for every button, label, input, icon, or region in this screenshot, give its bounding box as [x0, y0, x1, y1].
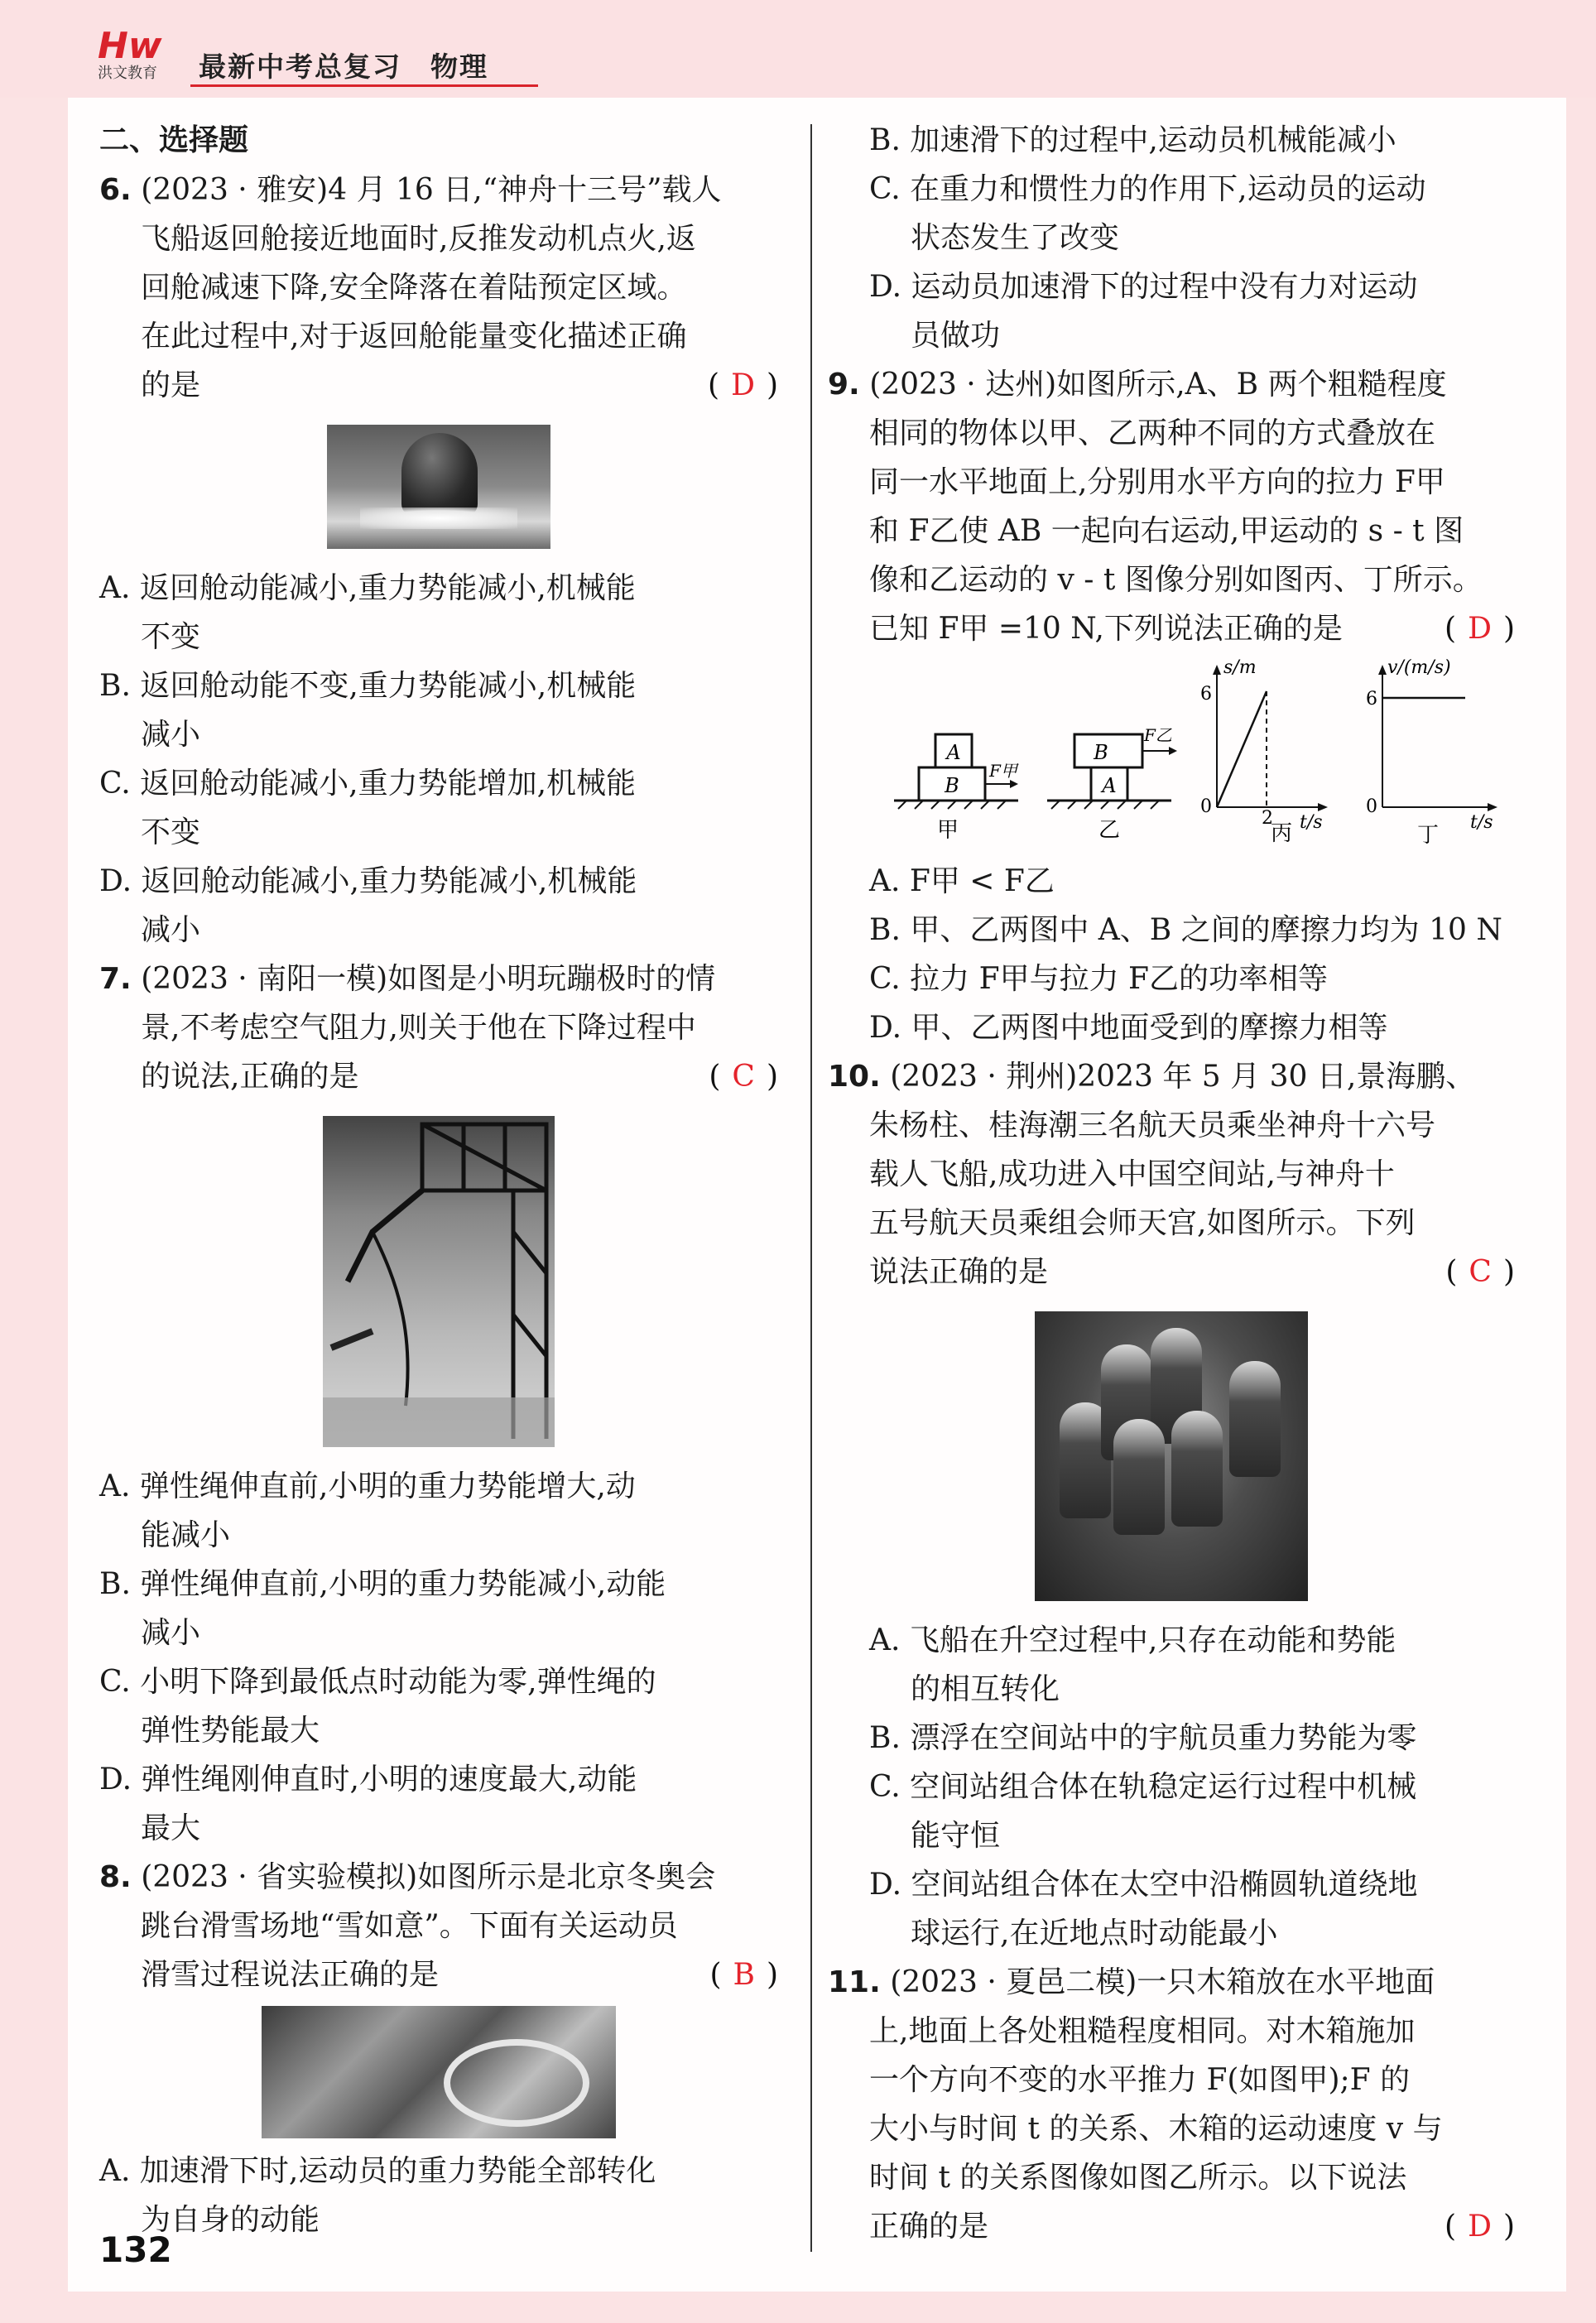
question-number: 11.	[828, 1965, 881, 1999]
answer-value: B	[733, 1958, 755, 1992]
q9-figure-svg	[828, 658, 1515, 857]
question-10: 10. (2023 · 荆州)2023 年 5 月 30 日,景海鹏、 朱杨柱、桂海潮三名航天员乘坐神舟十六号 载人飞船,成功进入中国空间站,与神舟十 五号航天员乘组会师天宫,如图所示。下列 说法正确的是 ( C ) A. 飞船在升空过程中,只存在动能和势能 的相互转化 B. 漂浮在空间站中的宇航员重力势能为零 C. 空间站组合体在轨稳定运行过程中机械 能守恒 D. 空间站组合体在太空中沿椭圆轨道绕地 球运行,在近地点时动能最小	[828, 1060, 1515, 1950]
option-a: A. 返回舱动能减小,重力势能减小,机械能	[99, 571, 636, 605]
q9-figures	[828, 658, 1515, 857]
option-b: B. 返回舱动能不变,重力势能减小,机械能	[99, 669, 637, 703]
option-c: C. 拉力 F甲与拉力 F乙的功率相等	[869, 962, 1328, 996]
option-b: B. 弹性绳伸直前,小明的重力势能减小,动能	[99, 1567, 666, 1601]
answer-value: D	[1468, 2210, 1492, 2244]
answer-value: D	[731, 368, 755, 402]
svg-text:6: 6	[1200, 684, 1212, 705]
question-9: 9. (2023 · 达州)如图所示,A、B 两个粗糙程度 相同的物体以甲、乙两种不同的方式叠放在 同一水平地面上,分别用水平方向的拉力 F甲 和 F乙使 AB 一起向右运动,甲运动的 s - t 图 像和乙运动的 v - t 图像分别如图丙、丁所示。 已知 F甲 =10 N,下列说法正确的是 ( D ) B A F甲 甲 A B F乙 乙 s/m 6 0 2 t/s 丙 v/(m/s) 6 0 t/s 丁 A. F甲 < F乙 B. 甲、乙两图中 A、B 之间的摩擦力均为 10 N C. 拉力 F甲与拉力 F乙的功率相等 D. 甲、乙两图中地面受到的摩擦力相等	[828, 360, 1515, 1052]
figure-yi	[1047, 725, 1177, 843]
astronaut-figure	[1113, 1419, 1165, 1535]
question-number: 7.	[99, 962, 132, 996]
svg-text:丙: 丙	[1271, 821, 1293, 846]
option-a: A. 弹性绳伸直前,小明的重力势能增大,动	[99, 1469, 636, 1503]
svg-text:甲: 甲	[936, 818, 959, 843]
svg-text:v/(m/s): v/(m/s)	[1387, 658, 1451, 678]
answer-bracket: ( C )	[709, 1060, 778, 1094]
option-d: D. 空间站组合体在太空中沿椭圆轨道绕地	[869, 1868, 1418, 1902]
question-number: 8.	[99, 1860, 132, 1894]
capsule-shape	[401, 433, 478, 516]
astronaut-figure	[1229, 1361, 1281, 1477]
option-a: A. F甲 < F乙	[869, 864, 1055, 898]
question-number: 9.	[828, 368, 860, 402]
svg-text:0: 0	[1200, 796, 1212, 817]
option-d: D. 返回舱动能减小,重力势能减小,机械能	[99, 864, 637, 898]
astronaut-photo	[1035, 1311, 1308, 1601]
brand-logo: Hw 洪文教育	[98, 25, 162, 82]
svg-text:F乙: F乙	[1144, 725, 1172, 745]
answer-value: D	[1468, 612, 1492, 646]
option-b: B. 甲、乙两图中 A、B 之间的摩擦力均为 10 N	[869, 913, 1502, 947]
right-column	[828, 116, 1515, 2251]
question-8: 8. (2023 · 省实验模拟)如图所示是北京冬奥会 跳台滑雪场地“雪如意”。下面有关运动员 滑雪过程说法正确的是 ( B ) A. 加速滑下时,运动员的重力势能全部转化 为自身的动能	[99, 1860, 778, 2237]
jumper-figure	[331, 1331, 373, 1348]
option-b: B. 加速滑下的过程中,运动员机械能减小	[869, 123, 1396, 157]
option-a: A. 加速滑下时,运动员的重力势能全部转化	[99, 2154, 656, 2188]
answer-value: C	[1469, 1255, 1492, 1289]
svg-text:s/m: s/m	[1223, 658, 1257, 678]
question-8-continued: B. 加速滑下的过程中,运动员机械能减小 C. 在重力和惯性力的作用下,运动员的运动 状态发生了改变 D. 运动员加速滑下的过程中没有力对运动 员做功	[828, 116, 1515, 360]
option-d: D. 甲、乙两图中地面受到的摩擦力相等	[869, 1011, 1388, 1045]
option-c: C. 空间站组合体在轨稳定运行过程中机械	[869, 1770, 1417, 1804]
question-7: 7. (2023 · 南阳一模)如图是小明玩蹦极时的情 景,不考虑空气阻力,则关于他在下降过程中 的说法,正确的是 ( C ) A. 弹性绳伸直前,小明的重力势能增大,动 能减小 B. 弹性绳伸直前,小明的重力势能减小,动能 减小 C. 小明下降到最低点时动能为零,弹性绳的 弹性势能最大 D. 弹性绳刚伸直时,小明的速度最大,动能 最大	[99, 962, 778, 1845]
astronaut-figure	[1171, 1411, 1223, 1527]
option-b: B. 漂浮在空间站中的宇航员重力势能为零	[869, 1721, 1417, 1755]
option-d: D. 运动员加速滑下的过程中没有力对运动	[869, 270, 1418, 304]
header-underline	[190, 84, 538, 87]
answer-bracket: ( B )	[709, 1958, 778, 1992]
option-c: C. 小明下降到最低点时动能为零,弹性绳的	[99, 1665, 656, 1699]
question-number: 6.	[99, 173, 132, 207]
svg-text:B: B	[945, 774, 959, 797]
left-column	[99, 116, 778, 2244]
figure-bing	[1200, 658, 1328, 846]
svg-text:A: A	[946, 741, 961, 764]
option-c: C. 返回舱动能减小,重力势能增加,机械能	[99, 767, 637, 801]
svg-text:t/s: t/s	[1300, 812, 1323, 833]
svg-text:B: B	[1094, 741, 1108, 764]
svg-text:乙: 乙	[1098, 818, 1121, 843]
svg-text:F甲: F甲	[989, 761, 1017, 781]
svg-text:6: 6	[1366, 689, 1377, 709]
header-title: 最新中考总复习 物理	[199, 50, 488, 83]
column-divider	[810, 124, 812, 2252]
answer-bracket: ( D )	[708, 368, 778, 402]
svg-text:2: 2	[1262, 808, 1273, 829]
question-11: 11. (2023 · 夏邑二模)一只木箱放在水平地面 上,地面上各处粗糙程度相同。对木箱施加 一个方向不变的水平推力 F(如图甲);F 的 大小与时间 t 的关系、木箱的运动速度 v 与 时间 t 的关系图像如图乙所示。以下说法 正确的是 ( D )	[828, 1958, 1515, 2251]
svg-text:0: 0	[1366, 796, 1377, 817]
question-6: 6. (2023 · 雅安)4 月 16 日,“神舟十三号”载人 飞船返回舱接近地面时,反推发动机点火,返 回舱减速下降,安全降落在着陆预定区域。 在此过程中,对于返回舱能量变化描述正确 的是 ( D ) A. 返回舱动能减小,重力势能减小,机械能 不变 B. 返回舱动能不变,重力势能减小,机械能 减小 C. 返回舱动能减小,重力势能增加,机械能 不变 D. 返回舱动能减小,重力势能减小,机械能 减小	[99, 173, 778, 947]
answer-value: C	[732, 1060, 755, 1094]
crane-structure	[323, 1116, 555, 1447]
bungee-photo	[323, 1116, 555, 1447]
option-d: D. 弹性绳刚伸直时,小明的速度最大,动能	[99, 1763, 637, 1796]
answer-bracket: ( D )	[1445, 2210, 1515, 2244]
svg-text:t/s: t/s	[1470, 812, 1493, 833]
answer-bracket: ( D )	[1445, 612, 1515, 646]
capsule-photo	[327, 425, 550, 549]
option-a: A. 飞船在升空过程中,只存在动能和势能	[869, 1623, 1396, 1657]
section-title: 二、选择题	[99, 123, 249, 157]
svg-text:丁: 丁	[1417, 823, 1440, 848]
svg-text:A: A	[1102, 774, 1117, 797]
question-number: 10.	[828, 1060, 881, 1094]
ski-jump-ring	[444, 2039, 589, 2127]
ski-jump-photo	[262, 2006, 616, 2138]
page-number: 132	[99, 2229, 172, 2270]
thruster-glow	[360, 507, 517, 529]
answer-bracket: ( C )	[1445, 1255, 1515, 1289]
option-c: C. 在重力和惯性力的作用下,运动员的运动	[869, 172, 1426, 206]
figure-ding	[1366, 658, 1497, 848]
figure-jia	[894, 734, 1019, 843]
